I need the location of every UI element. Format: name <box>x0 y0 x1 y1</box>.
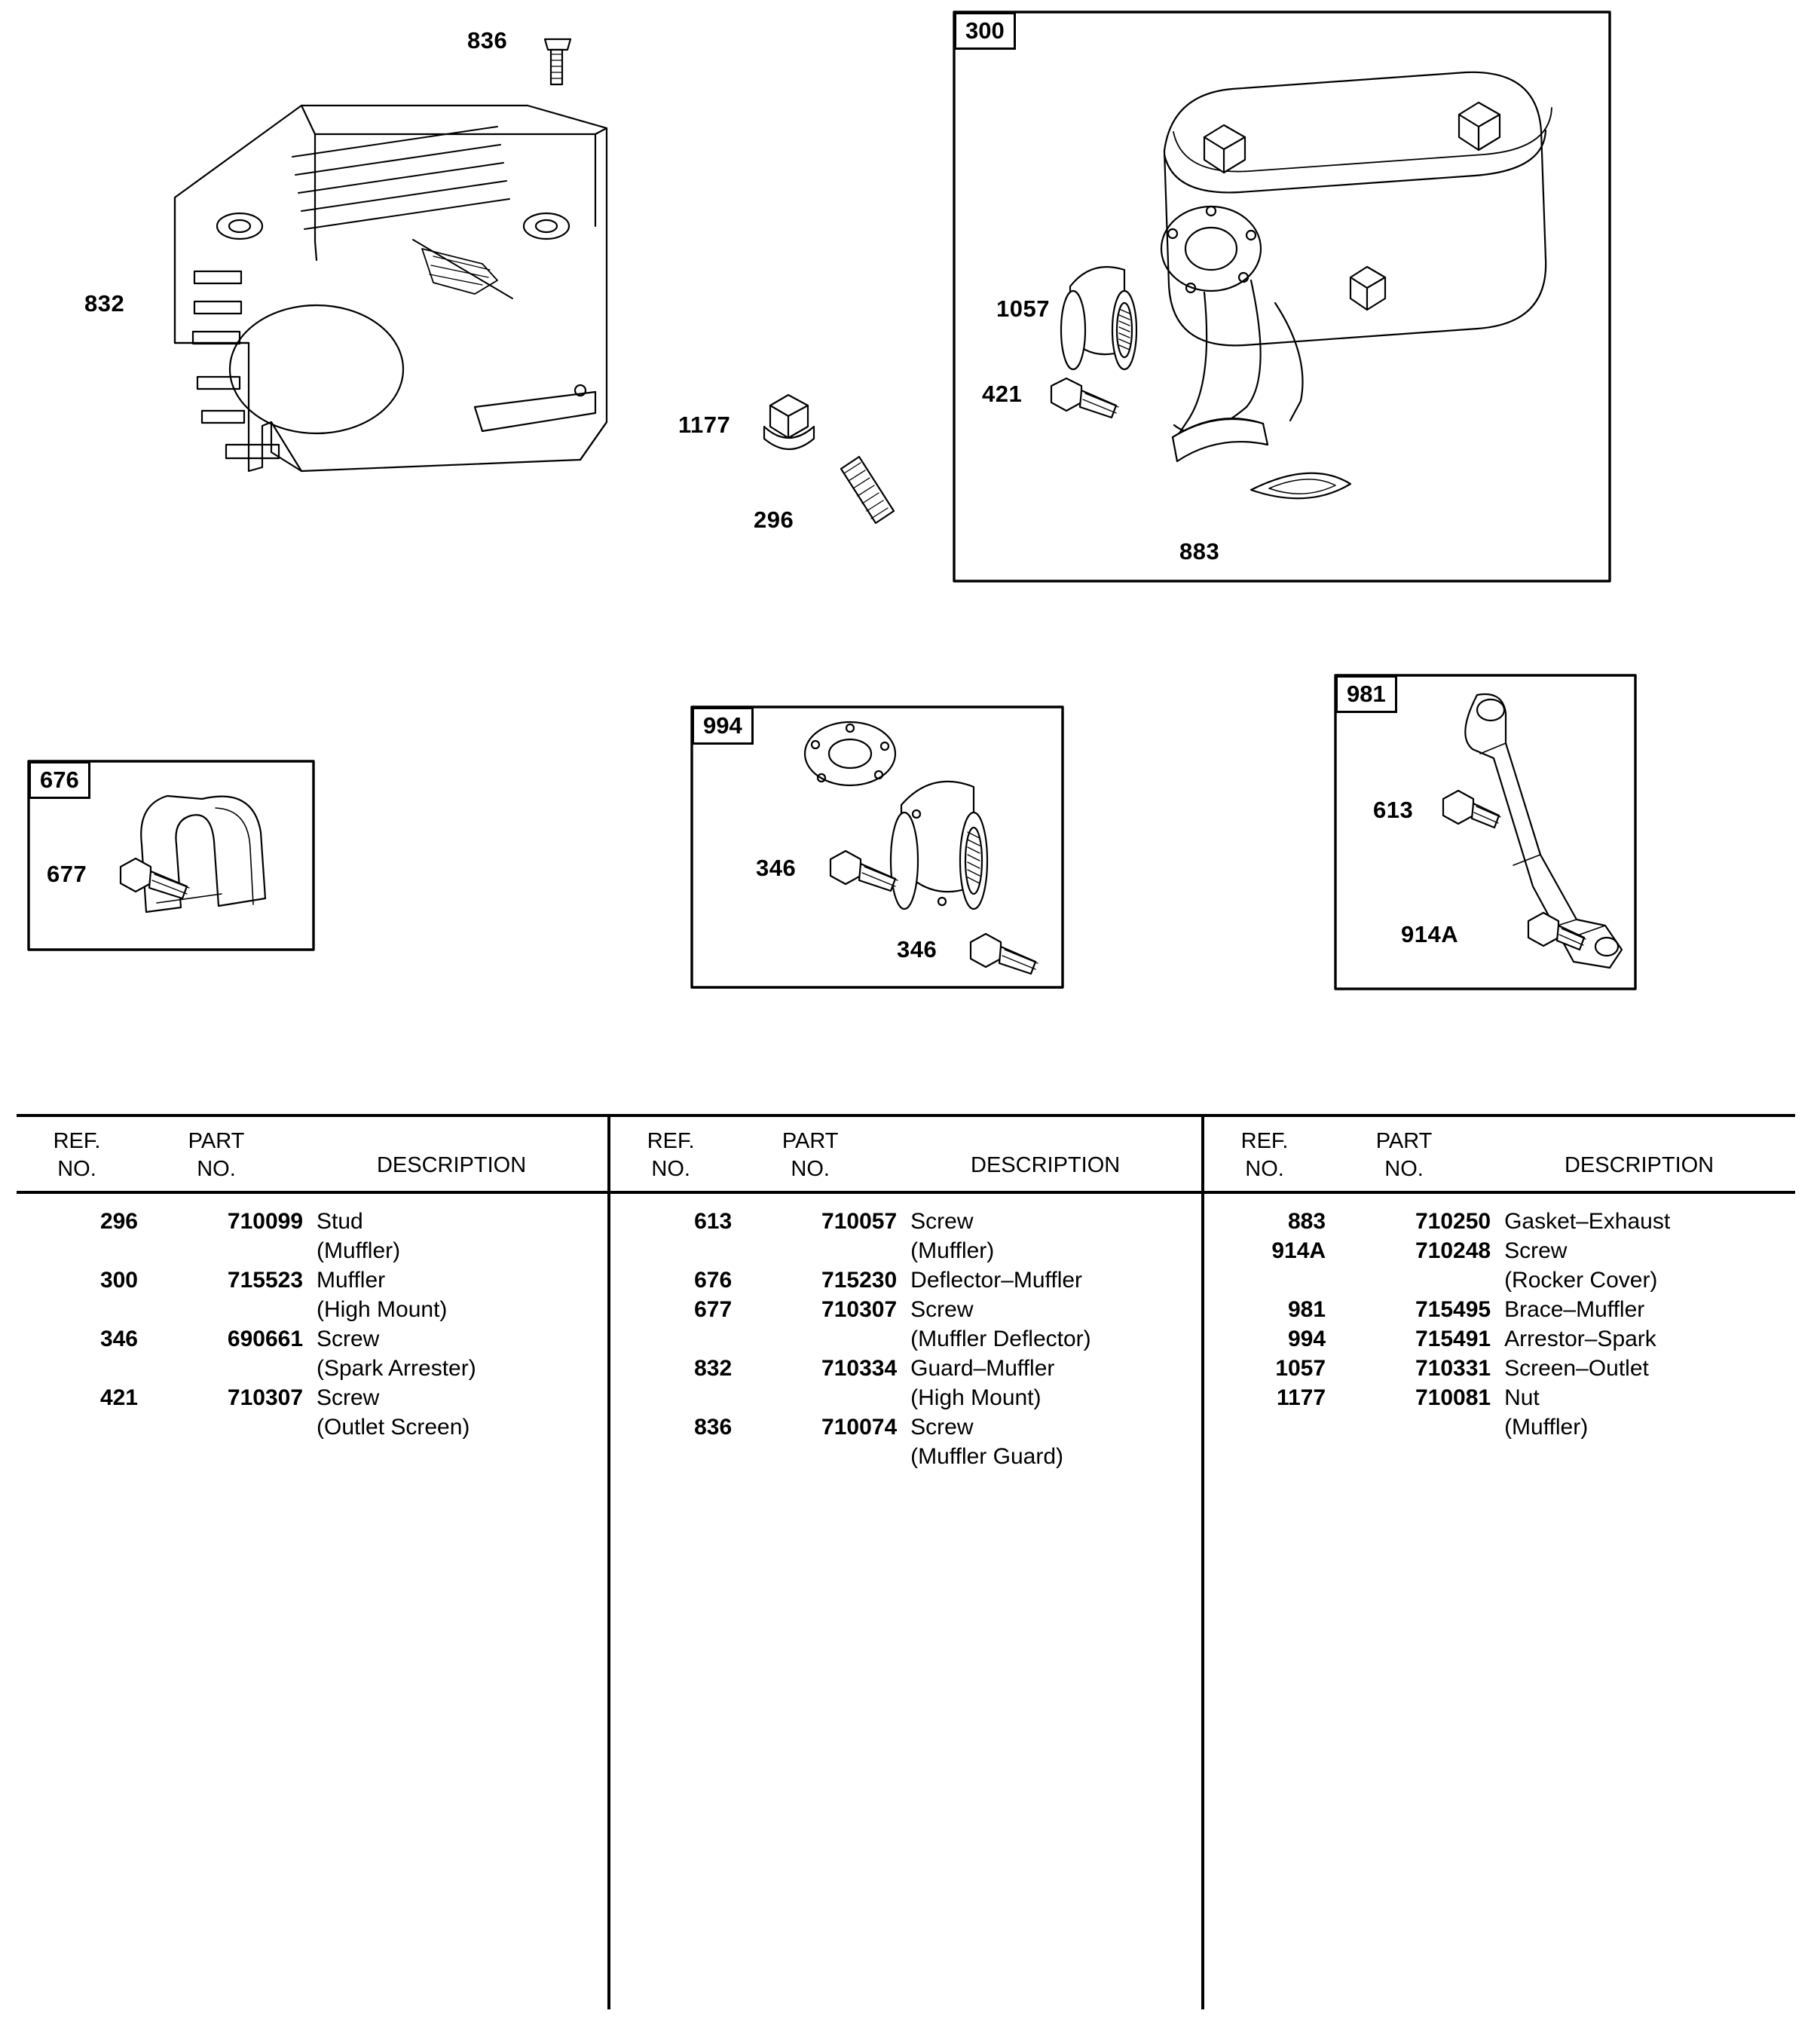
cell-desc-sub: (Outlet Screen) <box>317 1415 470 1440</box>
table-row <box>611 1412 1201 1471</box>
table-row <box>17 1207 607 1265</box>
table-row <box>1205 1295 1794 1324</box>
cell-desc-sub: (High Mount) <box>317 1297 448 1323</box>
callout-836: 836 <box>467 27 508 54</box>
cell-description <box>910 1354 1201 1412</box>
header-ref-line1: REF. <box>647 1129 695 1153</box>
cell-ref: 676 <box>694 1268 733 1293</box>
cell-desc-main: Screw <box>910 1415 974 1440</box>
cell-desc-main: Screw <box>910 1297 974 1323</box>
table-row <box>17 1265 607 1324</box>
cell-desc-sub: (Rocker Cover) <box>1504 1268 1658 1293</box>
cell-part: 710057 <box>821 1209 898 1235</box>
table-row <box>1205 1236 1794 1295</box>
cell-ref: 994 <box>1288 1327 1326 1352</box>
cell-desc-main: Screw <box>910 1209 974 1235</box>
parts-column-2 <box>611 1195 1201 1471</box>
cell-desc-main: Brace–Muffler <box>1504 1297 1645 1323</box>
header-description: DESCRIPTION <box>1564 1153 1714 1177</box>
callout-677: 677 <box>47 861 87 887</box>
cell-part: 710307 <box>821 1297 898 1323</box>
cell-ref: 346 <box>99 1327 138 1352</box>
table-row <box>17 1383 607 1442</box>
cell-ref: 1177 <box>1276 1385 1326 1411</box>
cell-description <box>317 1207 607 1265</box>
cell-ref: 677 <box>694 1297 733 1323</box>
cell-part: 710250 <box>1415 1209 1491 1235</box>
cell-description <box>317 1324 607 1383</box>
callout-346-upper: 346 <box>756 855 797 881</box>
parts-list-table <box>17 1114 1795 2018</box>
cell-ref: 421 <box>99 1385 138 1411</box>
cell-ref: 1057 <box>1275 1356 1326 1382</box>
cell-part: 690661 <box>227 1327 303 1352</box>
cell-part: 715230 <box>821 1268 898 1293</box>
callout-1177: 1177 <box>678 412 731 438</box>
cell-desc-sub: (Muffler) <box>317 1238 401 1264</box>
cell-part: 710248 <box>1415 1238 1491 1264</box>
table-row <box>1205 1324 1794 1354</box>
cell-desc-main: Screen–Outlet <box>1504 1356 1649 1382</box>
cell-description <box>910 1412 1201 1471</box>
header-part-line2: NO. <box>791 1157 830 1182</box>
callout-421: 421 <box>982 381 1023 407</box>
cell-desc-main: Arrestor–Spark <box>1504 1327 1656 1352</box>
header-part-line1: PART <box>782 1129 839 1153</box>
header-description: DESCRIPTION <box>376 1153 527 1177</box>
cell-desc-sub: (Spark Arrester) <box>317 1356 476 1382</box>
header-part-line1: PART <box>1375 1129 1433 1153</box>
group-label-676: 676 <box>29 761 90 799</box>
header-ref-line2: NO. <box>1245 1157 1284 1182</box>
cell-description <box>317 1265 607 1324</box>
callout-914A: 914A <box>1401 921 1459 947</box>
cell-desc-main: Stud <box>317 1209 363 1235</box>
cell-desc-sub: (Muffler Guard) <box>910 1444 1063 1470</box>
part-346-screw-upper <box>830 851 898 891</box>
part-1057-screen-outlet <box>1061 267 1136 369</box>
table-row <box>17 1324 607 1383</box>
cell-desc-main: Deflector–Muffler <box>910 1268 1083 1293</box>
cell-description <box>317 1383 607 1442</box>
cell-ref: 883 <box>1288 1209 1326 1235</box>
table-row <box>611 1265 1201 1295</box>
part-1177-nut <box>764 395 814 449</box>
cell-desc-main: Nut <box>1504 1385 1540 1411</box>
cell-desc-main: Screw <box>317 1327 380 1352</box>
cell-desc-sub: (Muffler Deflector) <box>910 1327 1091 1352</box>
callout-346-lower: 346 <box>897 936 938 962</box>
cell-description <box>1504 1207 1794 1236</box>
cell-description <box>910 1295 1201 1354</box>
cell-description <box>910 1265 1201 1295</box>
part-676-deflector-muffler <box>141 796 265 912</box>
group-label-300: 300 <box>954 12 1016 50</box>
cell-description <box>1504 1324 1794 1354</box>
part-994-arrestor-spark <box>805 722 987 909</box>
cell-part: 710331 <box>1415 1356 1491 1382</box>
cell-desc-main: Screw <box>1504 1238 1568 1264</box>
table-row <box>611 1207 1201 1265</box>
cell-part: 710099 <box>227 1209 303 1235</box>
cell-part: 715523 <box>227 1268 303 1293</box>
column-header-3 <box>1204 1117 1795 1191</box>
cell-ref: 300 <box>99 1268 138 1293</box>
part-883-gasket-exhaust <box>1251 473 1350 498</box>
callout-613: 613 <box>1373 797 1414 823</box>
header-part-line2: NO. <box>197 1157 236 1182</box>
header-ref-line2: NO. <box>651 1157 690 1182</box>
part-300-muffler <box>1161 72 1552 461</box>
header-part-line2: NO. <box>1384 1157 1424 1182</box>
cell-part: 715495 <box>1415 1297 1491 1323</box>
cell-part: 715491 <box>1415 1327 1491 1352</box>
part-346-screw-lower <box>971 934 1038 974</box>
cell-ref: 296 <box>99 1209 138 1235</box>
callout-1057: 1057 <box>996 295 1050 322</box>
cell-description <box>910 1207 1201 1265</box>
table-row <box>611 1295 1201 1354</box>
table-row <box>1205 1207 1794 1236</box>
table-row <box>611 1354 1201 1412</box>
parts-column-1 <box>17 1195 607 1442</box>
cell-desc-main: Screw <box>317 1385 380 1411</box>
inset-box-994 <box>692 707 1063 987</box>
cell-desc-main: Gasket–Exhaust <box>1504 1209 1671 1235</box>
column-header-1 <box>17 1117 607 1191</box>
cell-desc-main: Muffler <box>317 1268 386 1293</box>
parts-column-3 <box>1205 1195 1794 1442</box>
part-613-screw <box>1443 791 1500 828</box>
cell-ref: 836 <box>694 1415 733 1440</box>
cell-ref: 613 <box>694 1209 733 1235</box>
cell-description <box>1504 1236 1794 1295</box>
column-header-2 <box>610 1117 1201 1191</box>
cell-part: 710081 <box>1415 1385 1491 1411</box>
group-label-994: 994 <box>692 707 754 745</box>
cell-part: 710307 <box>227 1385 303 1411</box>
part-296-stud <box>841 457 894 523</box>
header-part-line1: PART <box>188 1129 245 1153</box>
cell-desc-sub: (Muffler) <box>910 1238 995 1264</box>
header-description: DESCRIPTION <box>971 1153 1121 1177</box>
cell-part: 710074 <box>821 1415 898 1440</box>
callout-832: 832 <box>84 290 125 317</box>
header-ref-line1: REF. <box>53 1129 101 1153</box>
part-836-screw <box>545 39 570 84</box>
cell-ref: 914A <box>1271 1238 1326 1264</box>
cell-desc-sub: (Muffler) <box>1504 1415 1589 1440</box>
cell-part: 710334 <box>821 1356 898 1382</box>
cell-description <box>1504 1295 1794 1324</box>
table-row <box>1205 1383 1794 1442</box>
header-ref-line2: NO. <box>57 1157 96 1182</box>
cell-desc-main: Guard–Muffler <box>910 1356 1055 1382</box>
part-832-muffler-guard <box>175 106 607 471</box>
cell-ref: 981 <box>1288 1297 1326 1323</box>
part-421-screw <box>1051 378 1118 418</box>
cell-description <box>1504 1383 1794 1442</box>
cell-ref: 832 <box>694 1356 733 1382</box>
header-ref-line1: REF. <box>1240 1129 1289 1153</box>
group-label-981: 981 <box>1335 675 1397 713</box>
callout-883: 883 <box>1179 538 1220 565</box>
table-row <box>1205 1354 1794 1383</box>
cell-description <box>1504 1354 1794 1383</box>
callout-296: 296 <box>754 506 794 533</box>
cell-desc-sub: (High Mount) <box>910 1385 1042 1411</box>
